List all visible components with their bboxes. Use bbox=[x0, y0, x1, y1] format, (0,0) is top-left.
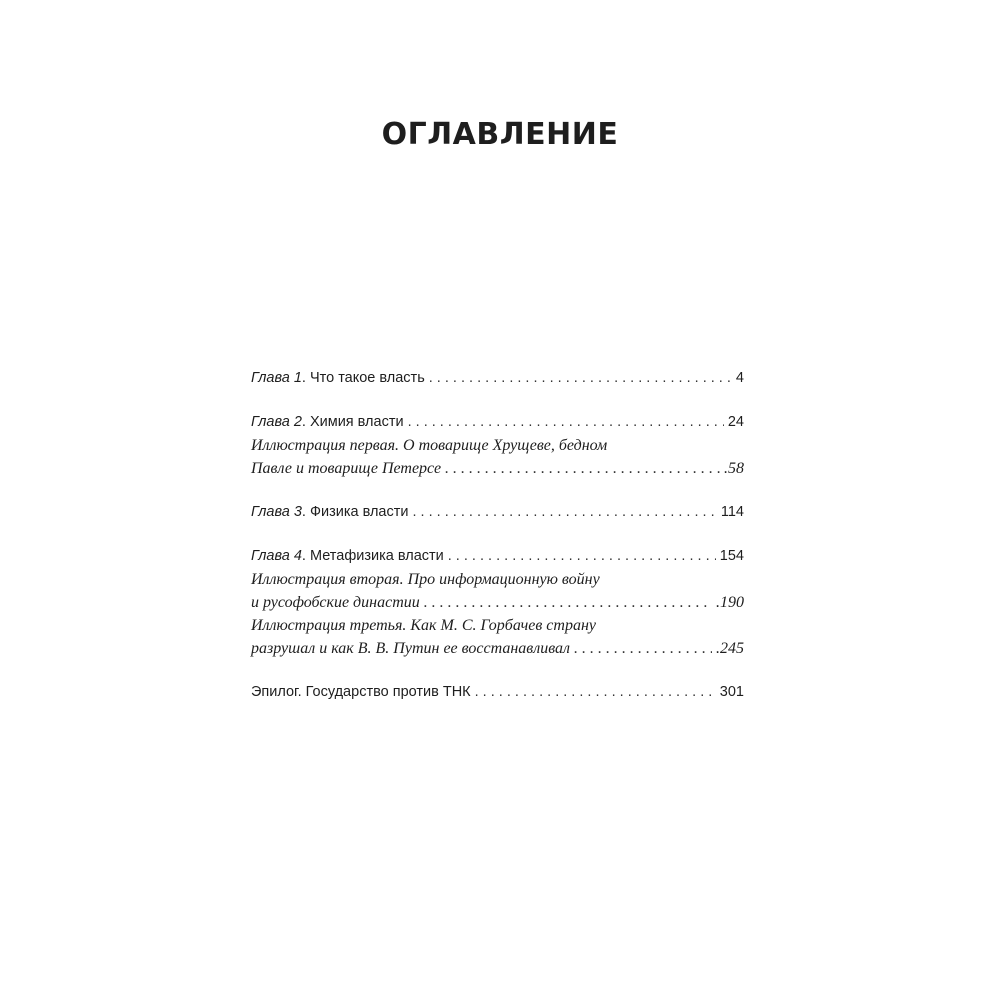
toc-entry-illustration-3[interactable] bbox=[251, 614, 744, 660]
page-number: .190 bbox=[716, 594, 744, 611]
toc-entry-line bbox=[251, 637, 744, 660]
toc-entry-chapter-3[interactable] bbox=[251, 501, 744, 524]
toc-entry-text bbox=[251, 367, 425, 390]
dot-leader bbox=[429, 367, 732, 390]
dot-leader bbox=[445, 457, 720, 480]
page-number: 301 bbox=[719, 684, 744, 700]
page-title: ОГЛАВЛЕНИЕ bbox=[381, 117, 619, 152]
illustration-title-line-1: Иллюстрация первая. О товарище Хрущеве, бедном bbox=[251, 437, 608, 454]
page-number: .58 bbox=[724, 460, 744, 477]
toc-entry-chapter-2[interactable] bbox=[251, 411, 744, 434]
page-number: .245 bbox=[716, 640, 744, 657]
toc-entry-chapter-1[interactable] bbox=[251, 367, 744, 390]
toc-entry-text bbox=[251, 545, 444, 568]
page-number: 24 bbox=[727, 414, 744, 430]
chapter-title: . Химия власти bbox=[301, 414, 404, 430]
epilogue-title: Эпилог. Государство против ТНК bbox=[251, 684, 471, 700]
toc-entry-chapter-4[interactable] bbox=[251, 545, 744, 568]
toc-entry-line bbox=[251, 457, 744, 480]
chapter-title: . Что такое власть bbox=[301, 370, 425, 386]
toc-entry-text bbox=[251, 501, 408, 524]
illustration-title-line-2: и русофобские династии bbox=[251, 594, 420, 611]
page-number: 4 bbox=[735, 370, 744, 386]
toc-entry-text bbox=[251, 411, 404, 434]
toc-entry-line bbox=[251, 434, 744, 457]
dot-leader bbox=[448, 545, 716, 568]
dot-leader bbox=[424, 591, 712, 614]
illustration-title-line-2: Павле и товарище Петерсе bbox=[251, 460, 442, 477]
dot-leader bbox=[475, 681, 716, 704]
toc-entry-line bbox=[251, 614, 744, 637]
chapter-title: . Физика власти bbox=[301, 504, 409, 520]
chapter-label: Глава 1 bbox=[251, 370, 302, 386]
page-number: 154 bbox=[719, 548, 744, 564]
chapter-label: Глава 2 bbox=[251, 414, 302, 430]
illustration-title-line-1: Иллюстрация вторая. Про информационную войну bbox=[251, 571, 600, 588]
toc-entry-epilogue[interactable] bbox=[251, 681, 744, 704]
toc-entry-illustration-2[interactable] bbox=[251, 568, 744, 614]
illustration-title-line-1: Иллюстрация третья. Как М. С. Горбачев страну bbox=[251, 617, 596, 634]
toc-entry-line bbox=[251, 591, 744, 614]
toc-entry-illustration-1[interactable] bbox=[251, 434, 744, 480]
chapter-label: Глава 3 bbox=[251, 504, 302, 520]
toc-entry-line bbox=[251, 568, 744, 591]
illustration-title-line-2: разрушал и как В. В. Путин ее восстанавливал bbox=[251, 640, 571, 657]
table-of-contents bbox=[251, 367, 744, 704]
page-number: 114 bbox=[720, 504, 744, 520]
dot-leader bbox=[574, 637, 712, 660]
chapter-title: . Метафизика власти bbox=[301, 548, 444, 564]
dot-leader bbox=[408, 411, 724, 434]
chapter-label: Глава 4 bbox=[251, 548, 302, 564]
dot-leader bbox=[412, 501, 716, 524]
